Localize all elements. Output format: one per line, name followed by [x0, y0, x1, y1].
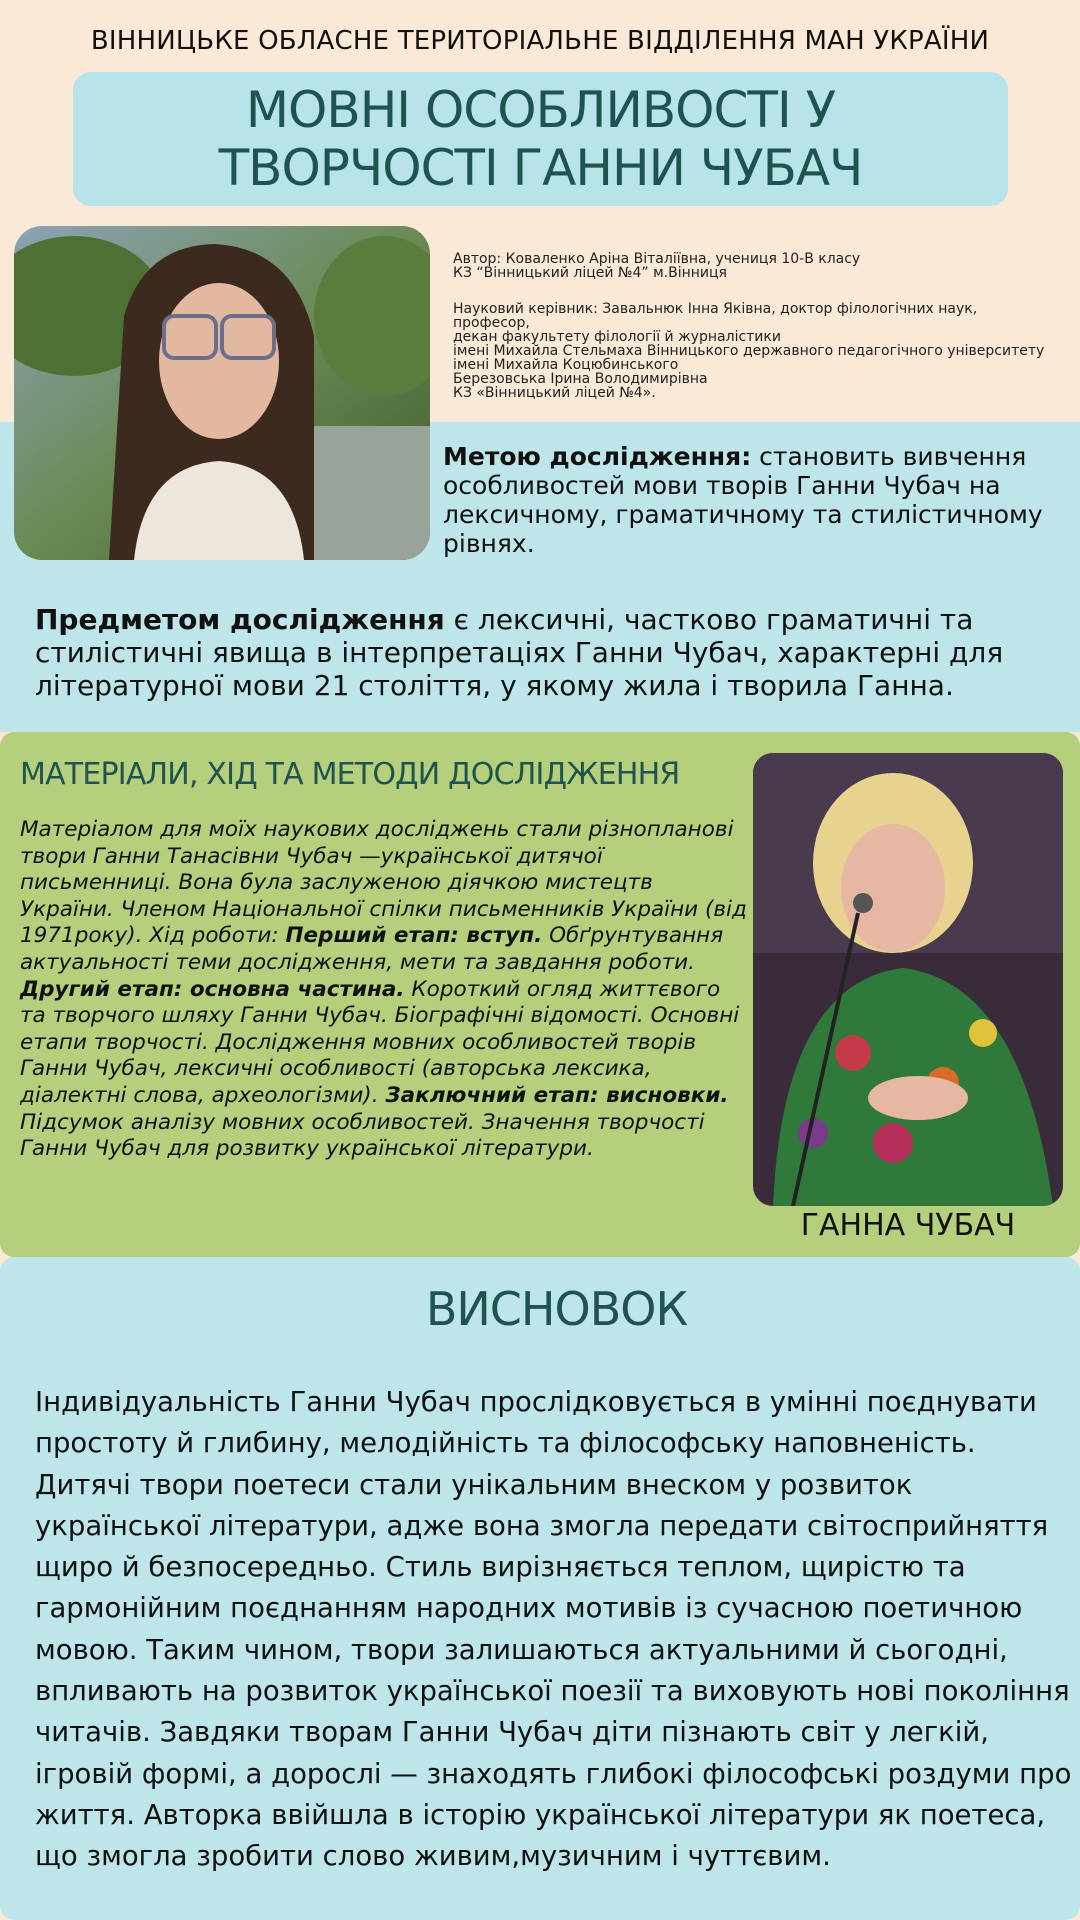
- author-info: [453, 252, 1053, 400]
- author-portrait-image: [14, 226, 430, 560]
- research-subject: [35, 603, 1055, 702]
- supervisor-line: декан факультету філології й журналістики: [453, 329, 781, 345]
- materials-text-part: Матеріалом для моїх наукових досліджень стали різнопланові твори Ганни Танасівни Чубач —української дитячої письменниці. Вона була заслуженою діячкою мистецтв України. Членом Національної спілки письменників України (від 1971року). Хід роботи:: [20, 817, 747, 949]
- author-photo: [14, 226, 430, 560]
- supervisor-line: Березовська Ірина Володимирівна: [453, 371, 708, 387]
- supervisor-line: Науковий керівник: Завальнюк Інна Яківна, доктор філологічних наук, професор,: [453, 301, 978, 331]
- supervisor-line: КЗ «Вінницький ліцей №4».: [453, 385, 656, 401]
- materials-text-part: Короткий огляд життєвого та творчого шляху Ганни Чубач. Біографічні відомості. Основні етапи творчості. Дослідження мовних особливостей творів Ганни Чубач, лексичні особливості (авторська лексика, діалектні слова, археологізми).: [20, 976, 740, 1108]
- materials-title: МАТЕРІАЛИ, ХІД ТА МЕТОДИ ДОСЛІДЖЕННЯ: [20, 757, 680, 792]
- stage-two-label: Другий етап: основна частина.: [20, 976, 405, 1002]
- page-title: МОВНІ ОСОБЛИВОСТІ У ТВОРЧОСТІ ГАННИ ЧУБАЧ: [218, 81, 863, 197]
- organization-name: ВІННИЦЬКЕ ОБЛАСНЕ ТЕРИТОРІАЛЬНЕ ВІДДІЛЕННЯ МАН УКРАЇНИ: [90, 26, 990, 56]
- research-goal: [443, 442, 1063, 558]
- poet-photo: [753, 753, 1063, 1206]
- conclusion-title: ВИСНОВОК: [425, 1282, 688, 1336]
- stage-one-label: Перший етап: вступ.: [285, 923, 543, 949]
- materials-text-part: Обґрунтування актуальності теми дослідження, мети та завдання роботи.: [20, 923, 724, 975]
- poet-portrait-image: [753, 753, 1063, 1206]
- stage-three-label: Заключний етап: висновки.: [385, 1082, 729, 1108]
- conclusion-text: Індивідуальність Ганни Чубач прослідковується в умінні поєднувати простоту й глибину, мелодійність та філософську наповненість. Дитячі твори поетеси стали унікальним внеском у розвиток української літератури, адже вона змогла передати світосприйняття щиро й безпосередньо. Стиль вирізняється теплом, щирістю та гармонійним поєднанням народних мотивів із сучасною поетичною мовою. Таким чином, твори залишаються актуальними й сьогодні, впливають на розвиток української поезії та виховують нові покоління читачів. Завдяки творам Ганни Чубач діти пізнають світ у легкій, ігровій формі, а дорослі — знаходять глибокі філософські роздуми про життя. Авторка ввійшла в історію української літератури як поетеса, що змогла зробити слово живим,музичним і чуттєвим.: [35, 1386, 1072, 1873]
- materials-text: [20, 817, 752, 1163]
- subject-text: є лексичні, частково граматичні та стилістичні явища в інтерпретаціях Ганни Чубач, характерні для літературної мови 21 століття, у якому жила і творила Ганна.: [35, 603, 1004, 702]
- title-banner: [73, 72, 1008, 206]
- supervisor-line: імені Михайла Стельмаха Вінницького державного педагогічного університету: [453, 343, 1045, 359]
- author-school: КЗ “Вінницький ліцей №4” м.Вінниця: [453, 265, 727, 281]
- materials-text-part: Підсумок аналізу мовних особливостей. Значення творчості Ганни Чубач для розвитку української літератури.: [20, 1109, 705, 1162]
- poet-caption: ГАННА ЧУБАЧ: [800, 1208, 1016, 1243]
- supervisor-line: імені Михайла Коцюбинського: [453, 357, 679, 373]
- goal-label: Метою дослідження:: [443, 442, 752, 471]
- subject-label: Предметом дослідження: [35, 603, 445, 636]
- goal-text: становить вивчення особливостей мови творів Ганни Чубач на лексичному, граматичному та стилістичному рівнях.: [443, 442, 1043, 558]
- author-name: Автор: Коваленко Аріна Віталіївна, учениця 10-В класу: [453, 251, 861, 267]
